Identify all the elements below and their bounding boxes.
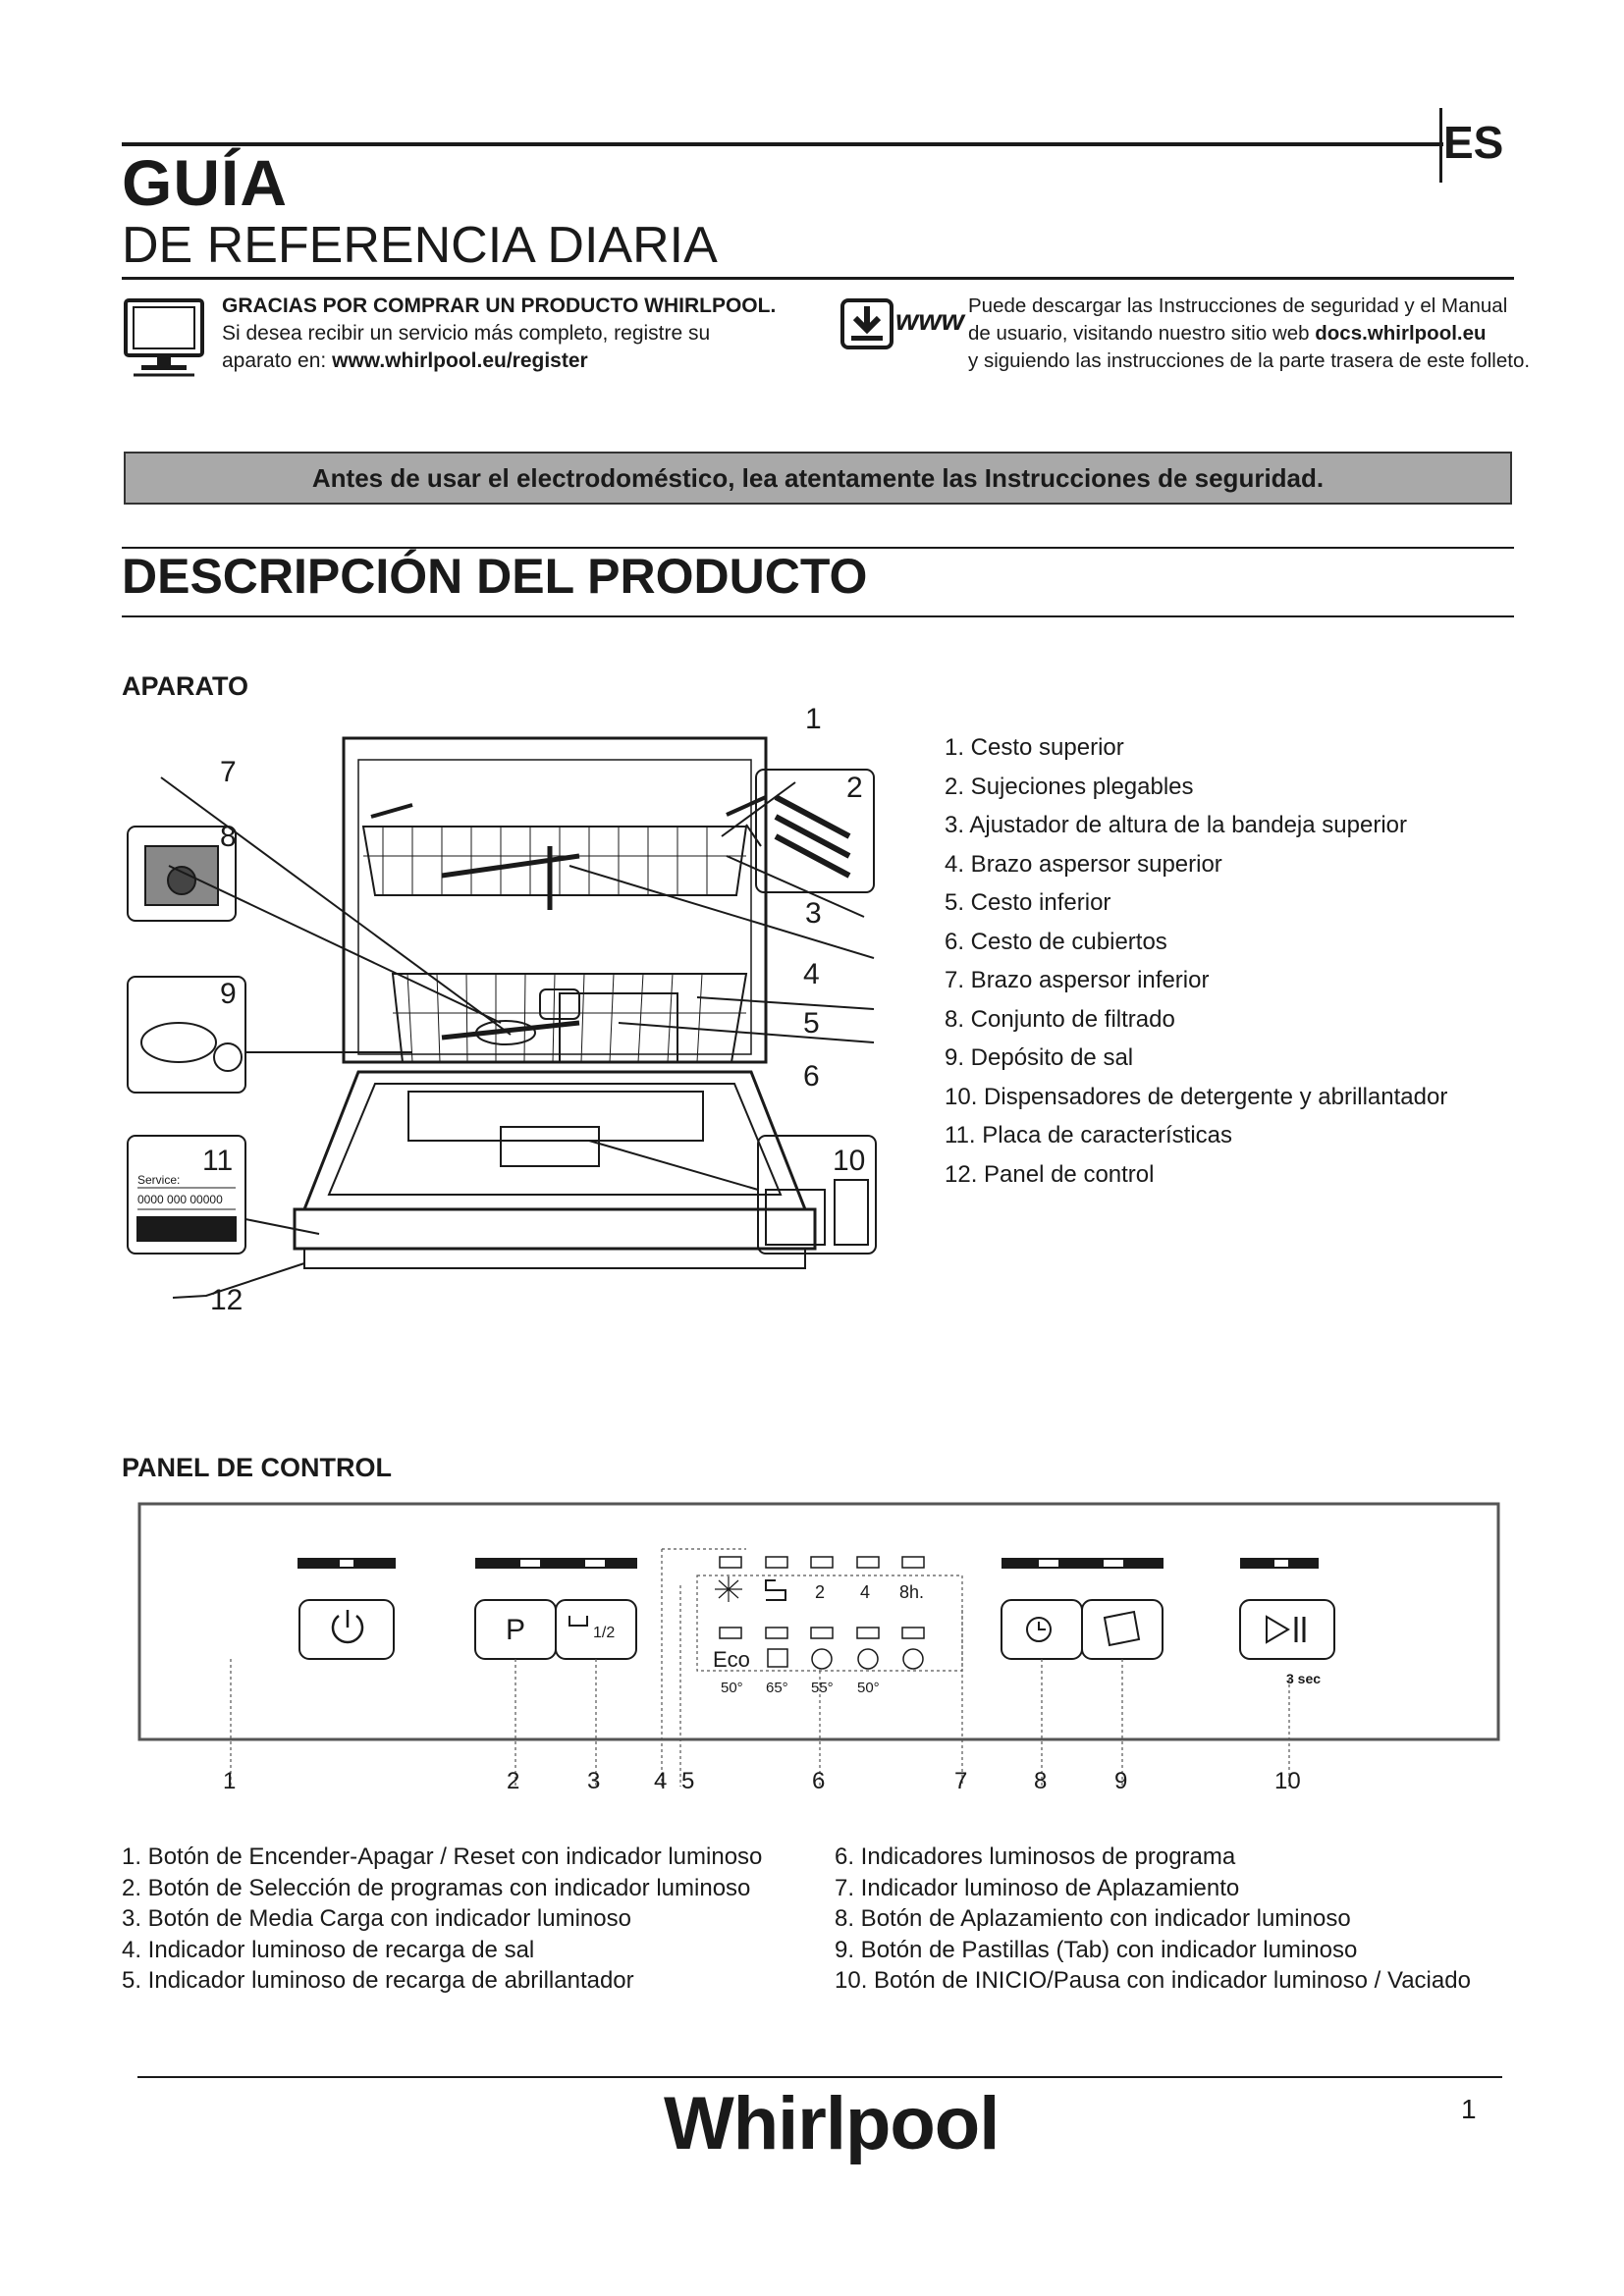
download-url[interactable]: docs.whirlpool.eu xyxy=(1315,322,1487,345)
language-code: ES xyxy=(1443,117,1504,168)
download-line-3: y siguiendo las instrucciones de la parte trasera de este folleto. xyxy=(968,349,1531,372)
panel-num-2: 2 xyxy=(507,1768,520,1794)
legend-item: 10. Dispensadores de detergente y abrillantador xyxy=(945,1083,1448,1110)
temp-3: 55° xyxy=(811,1680,834,1696)
panel-num-10: 10 xyxy=(1274,1768,1301,1794)
legend-item: 3. Ajustador de altura de la bandeja superior xyxy=(945,812,1407,838)
control-panel-diagram xyxy=(137,1502,1502,1796)
register-heading: GRACIAS POR COMPRAR UN PRODUCTO WHIRLPOOL. xyxy=(222,294,777,317)
callout-1: 1 xyxy=(805,703,822,735)
detergent-dispenser xyxy=(501,1127,599,1166)
panel-num-9: 9 xyxy=(1114,1768,1128,1794)
legend-item: 1. Cesto superior xyxy=(945,734,1124,761)
legend-item: 8. Conjunto de filtrado xyxy=(945,1005,1175,1033)
power-button xyxy=(299,1600,394,1659)
legend-item: 7. Brazo aspersor inferior xyxy=(945,967,1210,993)
computer-icon xyxy=(122,296,206,381)
control-list-left xyxy=(122,1842,762,1997)
pot-icon xyxy=(768,1649,787,1667)
page-number: 1 xyxy=(1461,2094,1477,2124)
temp-4: 50° xyxy=(857,1680,880,1696)
download-info xyxy=(968,293,1530,375)
footer-rule xyxy=(137,2076,1502,2078)
control-item: 9. Botón de Pastillas (Tab) con indicador luminoso xyxy=(835,1936,1358,1963)
auto-icon xyxy=(903,1649,923,1669)
nameplate-label: Service: xyxy=(137,1173,181,1187)
delay-hour-8: 8h. xyxy=(899,1582,925,1602)
panel-num-1: 1 xyxy=(223,1768,237,1794)
callout-7: 7 xyxy=(220,756,237,788)
rinse-aid-icon xyxy=(715,1576,742,1602)
appliance-legend xyxy=(945,728,1447,1194)
tab-button xyxy=(1082,1600,1163,1659)
half-load-label: 1/2 xyxy=(593,1625,616,1641)
download-line-2 xyxy=(968,320,1530,347)
temp-1: 50° xyxy=(721,1680,743,1696)
control-item: 4. Indicador luminoso de recarga de sal xyxy=(122,1936,535,1963)
panel-num-4: 4 xyxy=(654,1768,668,1794)
register-line-2-prefix: aparato en: xyxy=(222,349,327,372)
header-top-rule xyxy=(122,142,1443,146)
section-title: DESCRIPCIÓN DEL PRODUCTO xyxy=(122,549,868,604)
download-icon xyxy=(840,298,895,351)
header-lang-divider xyxy=(1439,108,1442,183)
page-title: GUÍA xyxy=(122,146,288,219)
panel-num-3: 3 xyxy=(587,1768,601,1794)
delay-hour-2: 2 xyxy=(815,1582,826,1602)
callout-6: 6 xyxy=(803,1060,820,1093)
callout-9: 9 xyxy=(220,978,237,1010)
header-bottom-rule xyxy=(122,277,1514,280)
delay-hour-4: 4 xyxy=(860,1582,871,1602)
callout-12: 12 xyxy=(210,1284,244,1316)
legend-item: 5. Cesto inferior xyxy=(945,889,1111,916)
control-item: 2. Botón de Selección de programas con indicador luminoso xyxy=(122,1874,751,1901)
panel-num-5: 5 xyxy=(681,1768,695,1794)
control-panel-heading: PANEL DE CONTROL xyxy=(122,1453,393,1482)
section-bottom-rule xyxy=(122,615,1514,617)
callout-10: 10 xyxy=(833,1145,866,1177)
callout-8: 8 xyxy=(220,821,237,853)
eco-label: Eco xyxy=(713,1647,750,1672)
control-list-right xyxy=(835,1842,1471,1997)
register-info xyxy=(222,293,776,375)
control-item: 3. Botón de Media Carga con indicador luminoso xyxy=(122,1905,631,1932)
control-item: 1. Botón de Encender-Apagar / Reset con indicador luminoso xyxy=(122,1843,763,1870)
download-line-2-prefix: de usuario, visitando nuestro sitio web xyxy=(968,322,1310,345)
control-item: 8. Botón de Aplazamiento con indicador luminoso xyxy=(835,1905,1351,1932)
panel-num-8: 8 xyxy=(1034,1768,1048,1794)
temp-2: 65° xyxy=(766,1680,788,1696)
nameplate-code: 0000 000 00000 xyxy=(137,1193,223,1206)
callout-3: 3 xyxy=(805,897,822,930)
register-line-1: Si desea recibir un servicio más completo, registre su xyxy=(222,322,711,345)
callout-11: 11 xyxy=(202,1145,234,1177)
download-line-1: Puede descargar las Instrucciones de seguridad y el Manual xyxy=(968,294,1508,317)
legend-item: 11. Placa de características xyxy=(945,1122,1233,1148)
control-item: 7. Indicador luminoso de Aplazamiento xyxy=(835,1874,1240,1901)
page-subtitle: DE REFERENCIA DIARIA xyxy=(122,217,718,274)
callout-5: 5 xyxy=(803,1007,820,1040)
legend-item: 6. Cesto de cubiertos xyxy=(945,928,1167,955)
salt-icon xyxy=(766,1580,785,1600)
panel-num-6: 6 xyxy=(812,1768,826,1794)
program-key-label: P xyxy=(506,1614,526,1646)
legend-item: 12. Panel de control xyxy=(945,1160,1155,1188)
callout-4: 4 xyxy=(803,958,820,990)
panel-num-7: 7 xyxy=(954,1768,968,1794)
glass-icon xyxy=(812,1649,832,1669)
appliance-heading: APARATO xyxy=(122,671,249,701)
control-item: 6. Indicadores luminosos de programa xyxy=(835,1843,1236,1870)
callout-2: 2 xyxy=(846,772,863,804)
legend-item: 2. Sujeciones plegables xyxy=(945,773,1194,800)
www-badge: www xyxy=(895,304,965,337)
quick-wash-icon xyxy=(858,1649,878,1669)
control-item: 5. Indicador luminoso de recarga de abrillantador xyxy=(122,1967,634,1994)
drain-hint: 3 sec xyxy=(1286,1671,1322,1686)
safety-warning-banner: Antes de usar el electrodoméstico, lea atentamente las Instrucciones de seguridad. xyxy=(124,452,1512,505)
control-item: 10. Botón de INICIO/Pausa con indicador luminoso / Vaciado xyxy=(835,1967,1471,1994)
dishwasher-diagram xyxy=(118,699,893,1337)
cutlery-basket xyxy=(560,993,677,1062)
legend-item: 9. Depósito de sal xyxy=(945,1044,1134,1071)
register-line-2 xyxy=(222,347,776,375)
whirlpool-logo: Whirlpool xyxy=(664,2082,1000,2165)
register-url[interactable]: www.whirlpool.eu/register xyxy=(332,349,588,372)
control-panel-frame xyxy=(139,1504,1498,1739)
legend-item: 4. Brazo aspersor superior xyxy=(945,850,1222,878)
